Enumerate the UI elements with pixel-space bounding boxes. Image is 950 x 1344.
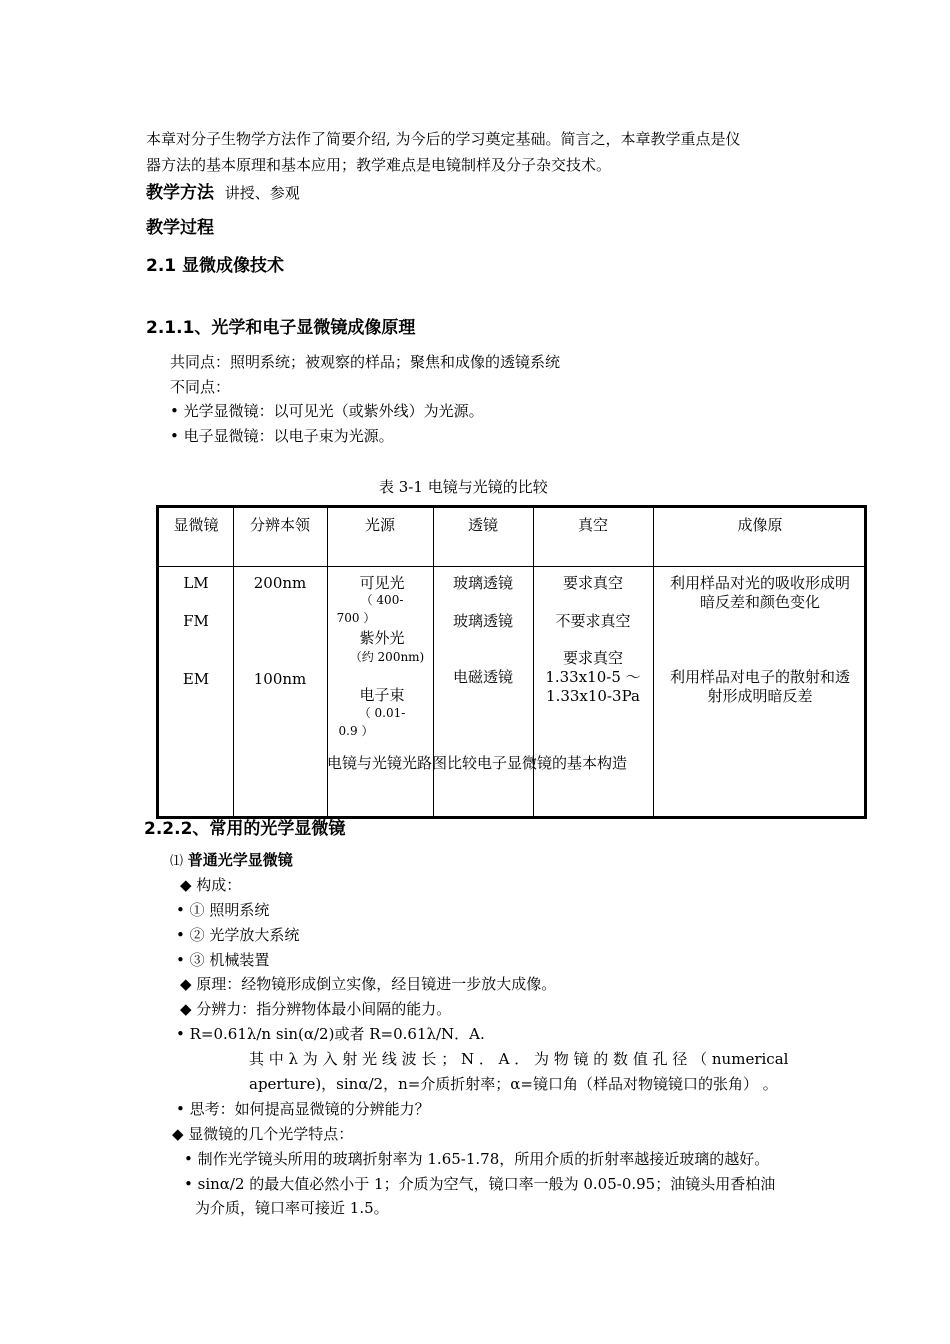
- resolution-line: ◆ 分辨力：指分辨物体最小间隔的能力。: [180, 1000, 452, 1018]
- table-col-divider: [653, 508, 654, 816]
- property-2b: 为介质，镜口率可接近 1.5。: [195, 1199, 389, 1217]
- section-2-2-2-heading: 2.2.2、常用的光学显微镜: [144, 819, 346, 839]
- section-2-1-heading: 2.1 显微成像技术: [146, 256, 285, 276]
- diff-item-lm: • 光学显微镜：以可见光（或紫外线）为光源。: [170, 402, 484, 420]
- compose-item-2: • ② 光学放大系统: [176, 926, 300, 944]
- row-lm-resolution: 200nm: [253, 574, 307, 592]
- light-visible-range-2: 700 ）: [336, 611, 376, 625]
- formula-note-2: aperture)，sinα/2，n=介质折射率；α=镜口角（样品对物镜镜口的张角） 。: [249, 1075, 778, 1093]
- intro-line-1: 本章对分子生物学方法作了简要介绍, 为今后的学习奠定基础。简言之，本章教学重点是仪: [146, 130, 741, 148]
- table-caption: 表 3-1 电镜与光镜的比较: [379, 478, 548, 496]
- row-em-imaging: 利用样品对电子的散射和透射形成明暗反差: [669, 668, 850, 705]
- section-2-1-1-heading: 2.1.1、光学和电子显微镜成像原理: [146, 318, 416, 338]
- compose-item-1: • ① 照明系统: [176, 901, 270, 919]
- header-lens: 透镜: [467, 516, 498, 534]
- sub-number: ⑴: [170, 854, 184, 869]
- header-microscope: 显微镜: [173, 516, 219, 534]
- teaching-method-label: 教学方法: [146, 183, 214, 203]
- header-vacuum: 真空: [577, 516, 608, 534]
- row-em-resolution: 100nm: [253, 670, 307, 688]
- formula-note-1: 其 中 λ 为 入 射 光 线 波 长 ； N ． A ． 为 物 镜 的 数 值 孔 径 （ numerical: [249, 1050, 789, 1068]
- table-header-divider: [159, 566, 864, 567]
- think-line: • 思考：如何提高显微镜的分辨能力？: [176, 1100, 430, 1118]
- light-visible-range-1: （ 400-: [360, 593, 404, 607]
- diff-item-em: • 电子显微镜：以电子束为光源。: [170, 427, 394, 445]
- common-points: 共同点：照明系统；被观察的样品；聚焦和成像的透镜系统: [170, 353, 561, 371]
- row-em-lens: 电磁透镜: [452, 668, 513, 686]
- row-fm-name: FM: [183, 612, 209, 630]
- row-lm-imaging: 利用样品对光的吸收形成明暗反差和颜色变化: [669, 574, 850, 611]
- row-lm-lens: 玻璃透镜: [452, 574, 513, 592]
- sub-ordinary-microscope: [170, 849, 293, 870]
- header-resolution: 分辨本领: [249, 516, 310, 534]
- optical-properties-heading: ◆ 显微镜的几个光学特点：: [172, 1125, 354, 1143]
- teaching-method: [146, 178, 300, 203]
- header-light-source: 光源: [364, 516, 395, 534]
- diff-label: 不同点：: [170, 378, 231, 396]
- row-fm-vacuum: 不要求真空: [555, 612, 631, 630]
- property-2a: • sinα/2 的最大值必然小于 1；介质为空气，镜口率一般为 0.05-0.95；油镜头用香柏油: [184, 1175, 776, 1193]
- light-ebeam-range-1: （ 0.01-: [358, 706, 406, 720]
- compose-line: ◆ 构成：: [180, 876, 242, 894]
- figure-reference-text: 电镜与光镜光路图比较电子显微镜的基本构造: [327, 754, 628, 772]
- light-ebeam-range-2: 0.9 ）: [338, 724, 374, 738]
- compose-item-3: • ③ 机械装置: [176, 951, 270, 969]
- light-ebeam: 电子束: [359, 686, 405, 704]
- row-lm-vacuum: 要求真空: [562, 574, 623, 592]
- light-uv-range: （约 200nm): [349, 650, 425, 664]
- property-1: • 制作光学镜头所用的玻璃折射率为 1.65-1.78，所用介质的折射率越接近玻璃的越好。: [184, 1150, 770, 1168]
- table-col-divider: [233, 508, 234, 816]
- row-fm-lens: 玻璃透镜: [452, 612, 513, 630]
- row-lm-name: LM: [183, 574, 209, 592]
- process-heading: 教学过程: [146, 218, 214, 238]
- teaching-method-value: 讲授、参观: [224, 184, 300, 202]
- header-imaging: 成像原: [737, 516, 783, 534]
- row-em-name: EM: [182, 670, 210, 688]
- sub-title: 普通光学显微镜: [187, 851, 293, 869]
- intro-line-2: 器方法的基本原理和基本应用；教学难点是电镜制样及分子杂交技术。: [146, 156, 612, 174]
- row-em-vacuum: 要求真空 1.33x10-5 ～ 1.33x10-3Pa: [545, 649, 641, 705]
- formula-line: • R=0.61λ/n sin(α/2)或者 R=0.61λ/N．A.: [176, 1025, 485, 1043]
- principle-line: ◆ 原理：经物镜形成倒立实像，经目镜进一步放大成像。: [180, 975, 557, 993]
- light-visible: 可见光: [359, 574, 405, 592]
- light-uv: 紫外光: [359, 629, 405, 647]
